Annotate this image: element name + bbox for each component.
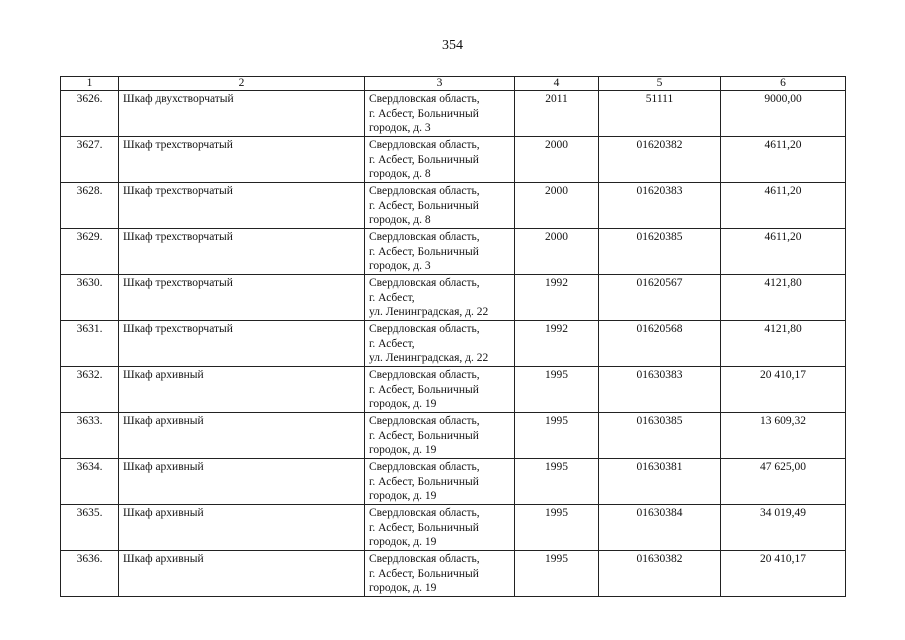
inventory-number: 01620383 [599,183,721,229]
item-address [365,551,515,597]
item-name: Шкаф архивный [119,367,365,413]
inventory-number: 01630382 [599,551,721,597]
address-line: г. Асбест, Больничный [369,107,479,120]
address-line: городок, д. 19 [369,444,437,456]
item-year: 1995 [515,551,599,597]
address-line: г. Асбест, Больничный [369,475,479,488]
inventory-number: 01620382 [599,137,721,183]
inventory-number: 01630385 [599,413,721,459]
item-name: Шкаф двухстворчатый [119,91,365,137]
item-year: 1995 [515,505,599,551]
item-name: Шкаф трехстворчатый [119,275,365,321]
address-line: городок, д. 19 [369,398,437,410]
table-row [61,275,846,321]
item-value: 9000,00 [721,91,846,137]
row-number: 3634. [61,459,119,505]
address-line: городок, д. 3 [369,122,431,134]
address-line: Свердловская область, [369,93,480,105]
item-value: 4611,20 [721,183,846,229]
item-year: 2000 [515,229,599,275]
item-address [365,321,515,367]
item-name: Шкаф архивный [119,413,365,459]
address-line: г. Асбест, [369,337,415,350]
address-line: Свердловская область, [369,323,480,335]
item-name: Шкаф архивный [119,459,365,505]
item-name: Шкаф архивный [119,505,365,551]
item-address [365,183,515,229]
item-name: Шкаф трехстворчатый [119,229,365,275]
address-line: Свердловская область, [369,507,480,519]
inventory-number: 01620567 [599,275,721,321]
column-header: 5 [599,77,721,91]
address-line: городок, д. 8 [369,214,431,226]
item-name: Шкаф архивный [119,551,365,597]
table-row [61,367,846,413]
table-row [61,229,846,275]
header-row [61,77,846,91]
address-line: городок, д. 19 [369,582,437,594]
page-number: 354 [442,38,463,53]
address-line: городок, д. 3 [369,260,431,272]
table-row [61,321,846,367]
row-number: 3631. [61,321,119,367]
column-header: 1 [61,77,119,91]
item-year: 1992 [515,275,599,321]
inventory-number: 01630381 [599,459,721,505]
item-year: 2000 [515,183,599,229]
address-line: г. Асбест, Больничный [369,383,479,396]
row-number: 3632. [61,367,119,413]
column-header: 6 [721,77,846,91]
table-row [61,505,846,551]
item-value: 4611,20 [721,137,846,183]
row-number: 3633. [61,413,119,459]
item-year: 1992 [515,321,599,367]
item-year: 1995 [515,459,599,505]
inventory-number: 01620568 [599,321,721,367]
address-line: Свердловская область, [369,415,480,427]
item-year: 2011 [515,91,599,137]
inventory-number: 51111 [599,91,721,137]
item-year: 2000 [515,137,599,183]
address-line: городок, д. 19 [369,536,437,548]
address-line: г. Асбест, Больничный [369,153,479,166]
address-line: Свердловская область, [369,369,480,381]
address-line: Свердловская область, [369,231,480,243]
item-value: 20 410,17 [721,551,846,597]
column-header: 4 [515,77,599,91]
property-register-table [60,76,846,597]
row-number: 3626. [61,91,119,137]
item-address [365,367,515,413]
item-address [365,413,515,459]
address-line: Свердловская область, [369,139,480,151]
item-value: 4121,80 [721,321,846,367]
address-line: Свердловская область, [369,553,480,565]
row-number: 3628. [61,183,119,229]
item-value: 4121,80 [721,275,846,321]
item-address [365,275,515,321]
column-header: 3 [365,77,515,91]
item-address [365,137,515,183]
item-address [365,229,515,275]
column-header: 2 [119,77,365,91]
address-line: г. Асбест, Больничный [369,199,479,212]
table-row [61,413,846,459]
item-name: Шкаф трехстворчатый [119,137,365,183]
table-row [61,551,846,597]
address-line: городок, д. 19 [369,490,437,502]
item-value: 34 019,49 [721,505,846,551]
item-value: 13 609,32 [721,413,846,459]
address-line: г. Асбест, Больничный [369,521,479,534]
item-year: 1995 [515,367,599,413]
inventory-number: 01630384 [599,505,721,551]
item-value: 20 410,17 [721,367,846,413]
item-name: Шкаф трехстворчатый [119,321,365,367]
address-line: ул. Ленинградская, д. 22 [369,352,489,364]
row-number: 3635. [61,505,119,551]
row-number: 3636. [61,551,119,597]
address-line: г. Асбест, Больничный [369,245,479,258]
address-line: г. Асбест, Больничный [369,567,479,580]
table-row [61,137,846,183]
item-name: Шкаф трехстворчатый [119,183,365,229]
inventory-number: 01620385 [599,229,721,275]
address-line: г. Асбест, Больничный [369,429,479,442]
address-line: городок, д. 8 [369,168,431,180]
item-address [365,459,515,505]
inventory-number: 01630383 [599,367,721,413]
item-address [365,505,515,551]
address-line: Свердловская область, [369,461,480,473]
address-line: г. Асбест, [369,291,415,304]
row-number: 3629. [61,229,119,275]
table-row [61,459,846,505]
item-value: 47 625,00 [721,459,846,505]
address-line: Свердловская область, [369,277,480,289]
address-line: Свердловская область, [369,185,480,197]
item-year: 1995 [515,413,599,459]
row-number: 3627. [61,137,119,183]
item-address [365,91,515,137]
address-line: ул. Ленинградская, д. 22 [369,306,489,318]
row-number: 3630. [61,275,119,321]
table-row [61,91,846,137]
item-value: 4611,20 [721,229,846,275]
table-row [61,183,846,229]
